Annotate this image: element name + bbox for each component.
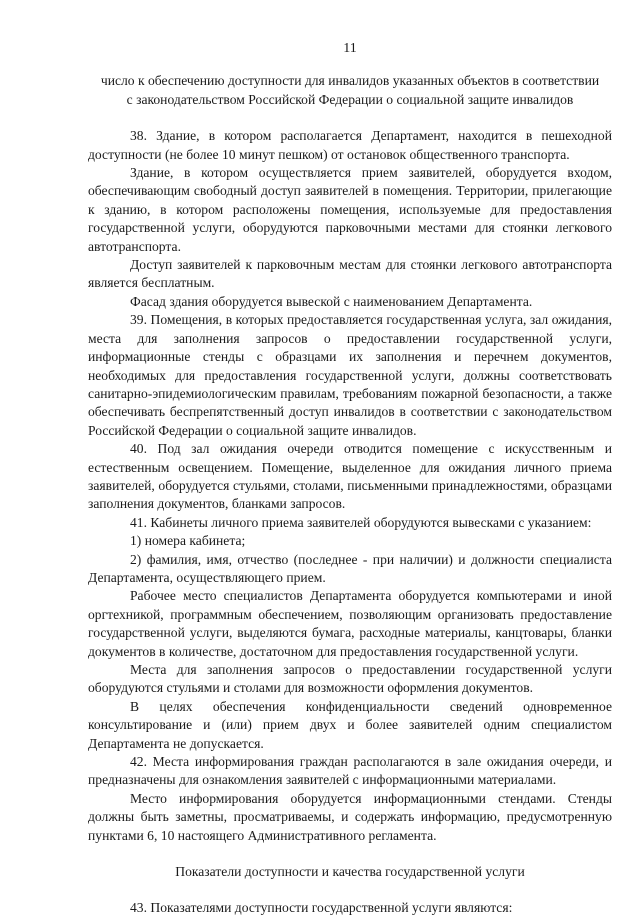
document-page <box>88 40 612 918</box>
paragraph-39: 39. Помещения, в которых предоставляется государственная услуга, зал ожидания, места для заполнения запросов о предоставлении государственной услуги, информационные стенды с образцами их заполнения и перечнем документов, необходимых для предоставления государственной услуги, должны соответствовать санитарно-эпидемиологическим правилам, требованиям пожарной безопасности, а также обеспечивать беспрепятственный доступ инвалидов в соответствии с законодательством Российской Федерации о социальной защите инвалидов. <box>88 312 612 438</box>
paragraph-41: 41. Кабинеты личного приема заявителей оборудуются вывесками с указанием: <box>130 514 592 530</box>
paragraph-workplace: Рабочее место специалистов Департамента оборудуется компьютерами и иной оргтехникой, программным обеспечением, позволяющим организовать предоставление государственной услуги, выделяются бумага, расходные материалы, канцтовары, бланки документов в количестве, достаточном для предоставления государственной услуги. <box>88 588 612 659</box>
intro-line: с законодательством Российской Федерации о социальной защите инвалидов <box>126 91 574 107</box>
paragraph-parking: Доступ заявителей к парковочным местам для стоянки легкового автотранспорта является бесплатным. <box>88 257 612 291</box>
paragraph-confidentiality: В целях обеспечения конфиденциальности сведений одновременное консультирование и (или) прием двух и более заявителей одним специалистом Департамента не допускается. <box>88 698 612 751</box>
paragraph-42: 42. Места информирования граждан располагаются в зале ожидания очереди, и предназначены для ознакомления заявителей с информационными материалами. <box>88 754 612 788</box>
list-item-2: 2) фамилия, имя, отчество (последнее - при наличии) и должности специалиста Департамента, осуществляющего прием. <box>88 551 612 585</box>
paragraph-40: 40. Под зал ожидания очереди отводится помещение с искусственным и естественным освещением. Помещение, выделенное для ожидания личного приема заявителей, оборудуется стульями, столами, письменными принадлежностями, образцами заполнения документов, бланками запросов. <box>88 441 612 512</box>
paragraph-forms: Места для заполнения запросов о предоставлении государственной услуги оборудуются стульями и столами для возможности оформления документов. <box>88 662 612 696</box>
section-title: Показатели доступности и качества государственной услуги <box>175 864 525 880</box>
paragraph-stands: Место информирования оборудуется информационными стендами. Стенды должны быть заметны, просматриваемы, и содержать информацию, предусмотренную пунктами 6, 10 настоящего Административного регламента. <box>88 790 612 843</box>
paragraph-43: 43. Показателями доступности государственной услуги являются: <box>130 900 513 916</box>
intro-line: число к обеспечению доступности для инвалидов указанных объектов в соответствии <box>100 73 600 89</box>
intro-text <box>88 72 612 109</box>
page-number: 11 <box>343 41 357 56</box>
list-item-1: 1) номера кабинета; <box>130 533 246 549</box>
paragraph-facade: Фасад здания оборудуется вывеской с наименованием Департамента. <box>130 293 533 309</box>
paragraph-entrance: Здание, в котором осуществляется прием заявителей, оборудуется входом, обеспечивающим свободный доступ заявителей в помещения. Территории, прилегающие к зданию, в котором расположены помещения, используемые для предоставления государственной услуги, оборудуются парковочными местами для стоянки легкового автотранспорта. <box>88 165 612 254</box>
paragraph-38: 38. Здание, в котором располагается Департамент, находится в пешеходной доступности (не более 10 минут пешком) от остановок общественного транспорта. <box>88 128 612 162</box>
